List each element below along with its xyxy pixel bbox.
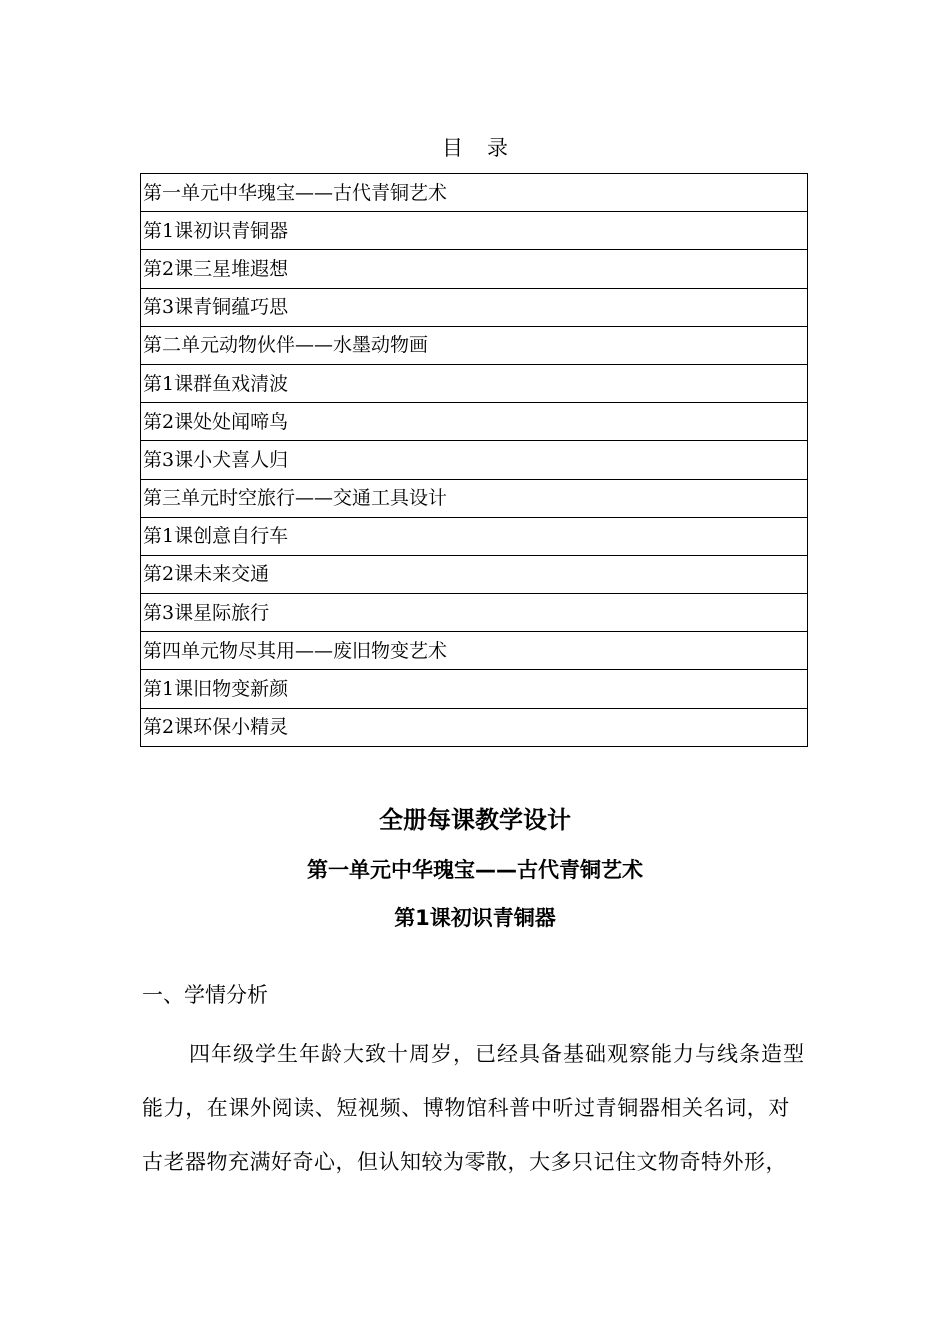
toc-entry: 第2课处处闻啼鸟 — [141, 403, 808, 441]
paragraph-line: 四年级学生年龄大致十周岁，已经具备基础观察能力与线条造型 — [189, 1042, 805, 1066]
toc-row-lesson — [141, 708, 808, 746]
toc-row-lesson — [141, 670, 808, 708]
paragraph-line: 能力，在课外阅读、短视频、博物馆科普中听过青铜器相关名词，对 — [142, 1096, 790, 1120]
toc-row-lesson — [141, 517, 808, 555]
toc-row-lesson — [141, 250, 808, 288]
section-heading: 一、学情分析 — [142, 983, 268, 1007]
toc-table — [140, 173, 808, 747]
toc-entry: 第2课未来交通 — [141, 555, 808, 593]
toc-entry: 第1课群鱼戏清波 — [141, 364, 808, 402]
toc-row-lesson — [141, 212, 808, 250]
toc-row-unit — [141, 174, 808, 212]
lesson-title: 第1课初识青铜器 — [394, 906, 556, 930]
toc-entry: 第一单元中华瑰宝——古代青铜艺术 — [141, 174, 808, 212]
toc-row-lesson — [141, 594, 808, 632]
toc-row-lesson — [141, 441, 808, 479]
toc-entry: 第1课初识青铜器 — [141, 212, 808, 250]
unit-title: 第一单元中华瑰宝——古代青铜艺术 — [307, 858, 643, 882]
toc-entry: 第2课环保小精灵 — [141, 708, 808, 746]
toc-entry: 第二单元动物伙伴——水墨动物画 — [141, 326, 808, 364]
paragraph-line: 古老器物充满好奇心，但认知较为零散，大多只记住文物奇特外形， — [142, 1150, 787, 1174]
toc-row-unit — [141, 632, 808, 670]
toc-entry: 第三单元时空旅行——交通工具设计 — [141, 479, 808, 517]
toc-row-unit — [141, 326, 808, 364]
toc-row-lesson — [141, 288, 808, 326]
toc-row-unit — [141, 479, 808, 517]
toc-entry: 第3课青铜蕴巧思 — [141, 288, 808, 326]
toc-row-lesson — [141, 403, 808, 441]
toc-entry: 第2课三星堆遐想 — [141, 250, 808, 288]
toc-entry: 第1课旧物变新颜 — [141, 670, 808, 708]
toc-row-lesson — [141, 364, 808, 402]
toc-entry: 第3课小犬喜人归 — [141, 441, 808, 479]
toc-title: 目录 — [442, 136, 532, 160]
main-title: 全册每课教学设计 — [379, 806, 571, 834]
toc-entry: 第3课星际旅行 — [141, 594, 808, 632]
toc-row-lesson — [141, 555, 808, 593]
toc-entry: 第1课创意自行车 — [141, 517, 808, 555]
toc-entry: 第四单元物尽其用——废旧物变艺术 — [141, 632, 808, 670]
